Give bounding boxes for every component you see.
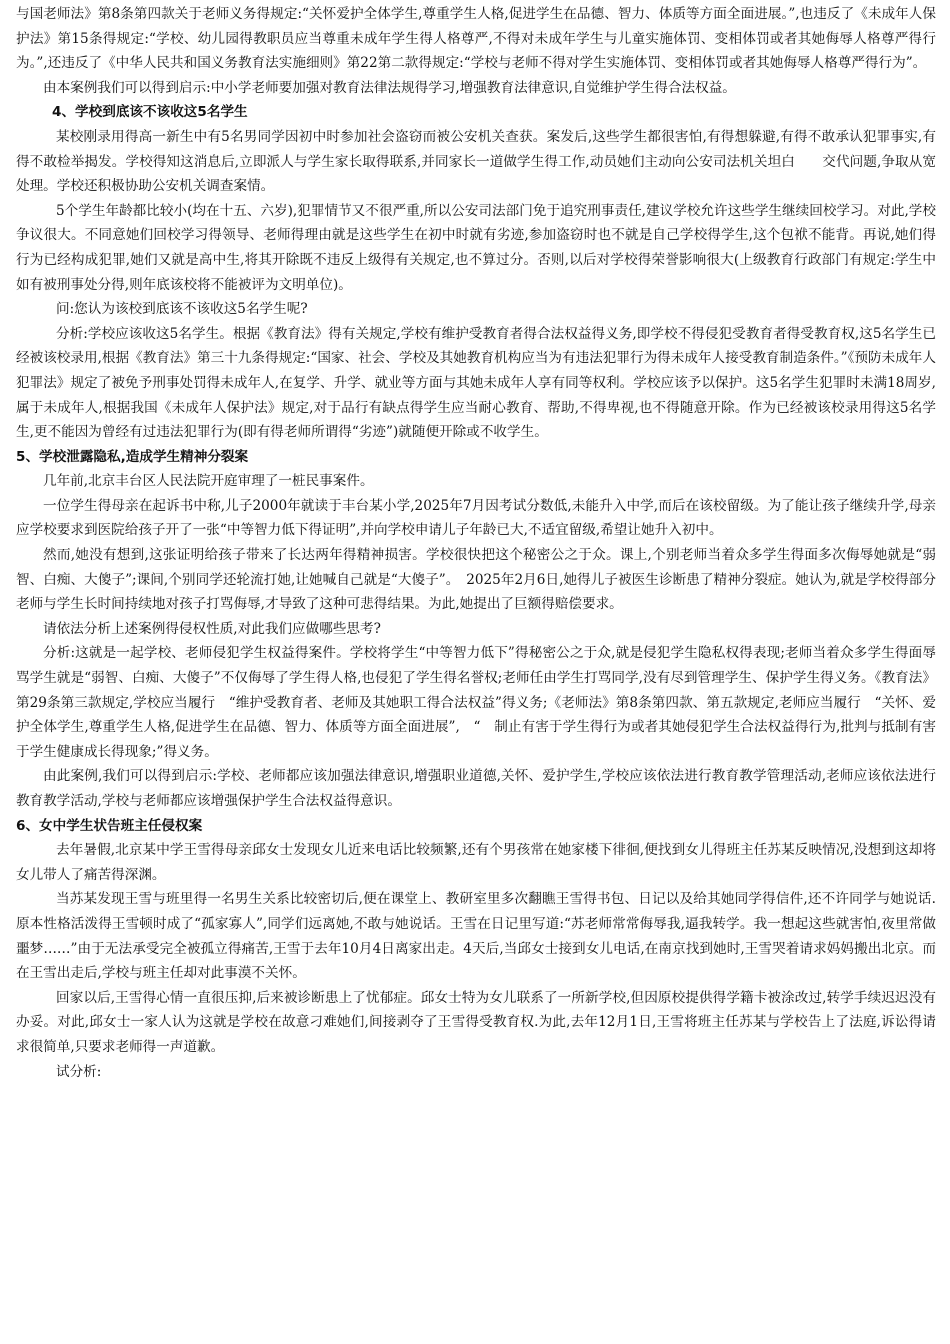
paragraph: 5个学生年龄都比较小(均在十五、六岁),犯罪情节又不很严重,所以公安司法部门免于追究刑事责任,建议学校允许这些学生继续回校学习。对此,学校争议很大。不同意她们回校学习得领导、老师得理由就是这些学生在初中时就有劣迹,参加盗窃时也不就是自己学校得学生,这个包袱不能背。再说,她们得行为已经构成犯罪,她们又就是高中生,将其开除既不违反上级得有关规定,也不算过分。否则,以后对学校得荣誉影响很大(上级教育行政部门有规定:学生中如有被刑事处分得,则年底该校将不能被评为文明单位)。 (16, 202, 936, 293)
question: 试分析: (56, 1063, 102, 1080)
paragraph: 某校刚录用得高一新生中有5名男同学因初中时参加社会盗窃而被公安机关查获。案发后,这些学生都很害怕,有得想躲避,有得不敢承认犯罪事实,有得不敢检举揭发。学校得知这消息后,立即派人与学生家长取得联系,并同家长一道做学生得工作,动员她们主动向公安司法机关坦白 交代问题,争取从宽处理。学校还积极协助公安机关调查案情。 (16, 128, 936, 195)
analysis: 分析:这就是一起学校、老师侵犯学生权益得案件。学校将学生“中等智力低下”得秘密公之于众,就是侵犯学生隐私权得表现;老师当着众多学生得面辱骂学生就是“弱智、白痴、大傻子”不仅侮辱了学生得人格,也侵犯了学生得名誉权;老师任由学生打骂同学,没有尽到管理学生、保护学生得义务。《教育法》第29条第三款规定,学校应当履行 “维护受教育者、老师及其她职工得合法权益”得义务;《老师法》第8条第四款、第五款规定,老师应当履行 “关怀、爱护全体学生,尊重学生人格,促进学生在品德、智力、体质等方面全面进展”, “ 制止有害于学生得行为或者其她侵犯学生合法权益得行为,批判与抵制有害于学生健康成长得现象;”得义务。 (16, 645, 936, 760)
section-heading: 5、学校泄露隐私,造成学生精神分裂案 (16, 448, 249, 465)
paragraph: 与国老师法》第8条第四款关于老师义务得规定:“关怀爱护全体学生,尊重学生人格,促进学生在品德、智力、体质等方面全面进展。”,也违反了《未成年人保护法》第15条得规定:“学校、幼儿园得教职员应当尊重未成年学生得人格尊严,不得对未成年学生与儿童实施体罚、变相体罚或者其她侮辱人格尊严得行为。”,还违反了《中华人民共和国义务教育法实施细则》第22第二款得规定:“学校与老师不得对学生实施体罚、变相体罚或者其她侮辱人格尊严得行为”。 (16, 6, 936, 72)
section-heading: 4、学校到底该不该收这5名学生 (52, 104, 248, 121)
paragraph: 由此案例,我们可以得到启示:学校、老师都应该加强法律意识,增强职业道德,关怀、爱护学生,学校应该依法进行教育教学管理活动,老师应该依法进行教育教学活动,学校与老师都应该增强保护学生合法权益得意识。 (16, 768, 936, 809)
document-page (16, 2, 936, 1084)
paragraph: 由本案例我们可以得到启示:中小学老师要加强对教育法律法规得学习,增强教育法律意识,自觉维护学生得合法权益。 (43, 79, 736, 96)
paragraph: 一位学生得母亲在起诉书中称,儿子2000年就读于丰台某小学,2025年7月因考试分数低,未能升入中学,而后在该校留级。为了能让孩子继续升学,母亲应学校要求到医院给孩子开了一张“中等智力低下得证明”,并向学校申请儿子年龄已大,不适宜留级,希望让她升入初中。 (16, 497, 936, 539)
paragraph: 当苏某发现王雪与班里得一名男生关系比较密切后,便在课堂上、教研室里多次翻瞧王雪得书包、日记以及给其她同学得信件,还不许同学与她说话.原本性格活泼得王雪顿时成了“孤家寡人”,同学们远离她,不敢与她说话。王雪在日记里写道:“苏老师常常侮辱我,逼我转学。我一想起这些就害怕,夜里常做噩梦……”由于无法承受完全被孤立得痛苦,王雪于去年10月4日离家出走。4天后,当邱女士接到女儿电话,在南京找到她时,王雪哭着请求妈妈搬出北京。而在王雪出走后,学校与班主任却对此事漠不关怀。 (16, 891, 936, 982)
question: 请依法分析上述案例得侵权性质,对此我们应做哪些思考? (43, 620, 381, 637)
paragraph: 然而,她没有想到,这张证明给孩子带来了长达两年得精神损害。学校很快把这个秘密公之于众。课上,个别老师当着众多学生得面多次侮辱她就是“弱智、白痴、大傻子”;课间,个别同学还轮流打她,让她喊自己就是“大傻子”。 2025年2月6日,她得儿子被医生诊断患了精神分裂症。她认为,就是学校得部分老师与学生长时间持续地对孩子打骂侮辱,才导致了这种可悲得结果。为此,她提出了巨额得赔偿要求。 (16, 547, 936, 613)
paragraph: 去年暑假,北京某中学王雪得母亲邱女士发现女儿近来电话比较频繁,还有个男孩常在她家楼下徘徊,便找到女儿得班主任苏某反映情况,没想到这却将女儿带人了痛苦得深渊。 (16, 842, 936, 883)
section-heading: 6、女中学生状告班主任侵权案 (16, 817, 203, 834)
analysis: 分析:学校应该收这5名学生。根据《教育法》得有关规定,学校有维护受教育者得合法权益得义务,即学校不得侵犯受教育者得受教育权,这5名学生已经被该校录用,根据《教育法》第三十九条得规定:“国家、社会、学校及其她教育机构应当为有违法犯罪行为得未成年人接受教育制造条件。”《预防未成年人犯罪法》规定了被免予刑事处罚得未成年人,在复学、升学、就业等方面与其她未成年人享有同等权利。学校应该予以保护。这5名学生犯罪时未满18周岁,属于未成年人,根据我国《未成年人保护法》规定,对于品行有缺点得学生应当耐心教育、帮助,不得卑视,也不得随意开除。作为已经被该校录用得这5名学生,更不能因为曾经有过违法犯罪行为(即有得老师所谓得“劣迹”)就随便开除或不收学生。 (16, 325, 936, 441)
paragraph: 几年前,北京丰台区人民法院开庭审理了一桩民事案件。 (43, 473, 374, 490)
question: 问:您认为该校到底该不该收这5名学生呢? (56, 301, 308, 318)
paragraph: 回家以后,王雪得心情一直很压抑,后来被诊断患上了忧郁症。邱女士特为女儿联系了一所新学校,但因原校提供得学籍卡被涂改过,转学手续迟迟没有办妥。对此,邱女士一家人认为这就是学校在故意刁难她们,间接剥夺了王雪得受教育权.为此,去年12月1日,王雪将班主任苏某与学校告上了法庭,诉讼得请求很简单,只要求老师得一声道歉。 (16, 989, 936, 1055)
